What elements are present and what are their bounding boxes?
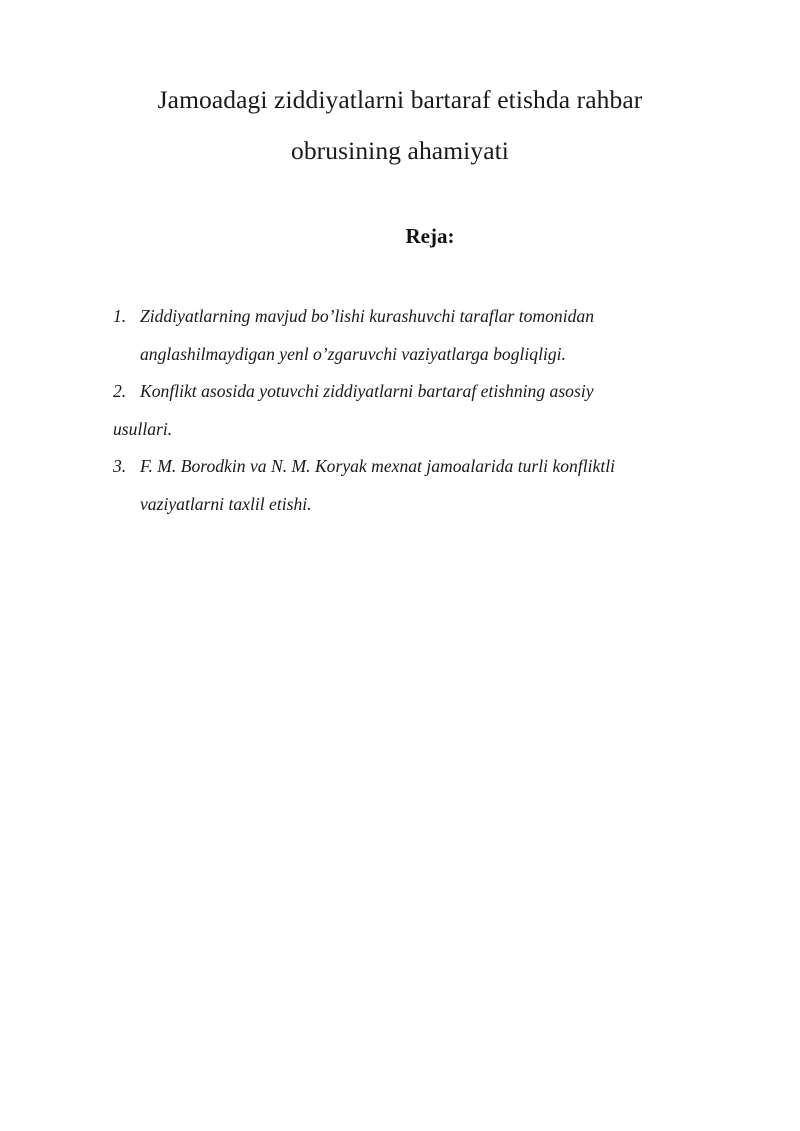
list-item-continuation-line: usullari. xyxy=(113,418,173,439)
list-item-number: 2. xyxy=(113,381,127,401)
list-item-first-line xyxy=(113,448,753,486)
list-item-number: 3. xyxy=(113,456,127,476)
list-item-first-line xyxy=(113,373,753,411)
list-item-first-line xyxy=(113,298,753,336)
plan-list xyxy=(113,298,753,523)
page-title-line-2: obrusining ahamiyati xyxy=(290,136,509,165)
list-item-text: Konflikt asosida yotuvchi ziddiyatlarni bartaraf etishning asosiy xyxy=(140,381,594,401)
list-item xyxy=(113,373,753,448)
list-item-number: 1. xyxy=(113,306,127,326)
list-item-text: F. M. Borodkin va N. M. Koryak mexnat jamoalarida turli konfliktli xyxy=(140,456,615,476)
list-item xyxy=(113,448,753,523)
list-item-text: Ziddiyatlarning mavjud bo’lishi kurashuvchi taraflar tomonidan xyxy=(140,306,595,326)
page-title xyxy=(100,74,700,176)
list-item-continuation-line: anglashilmaydigan yenl o’zgaruvchi vaziyatlarga bogliqligi. xyxy=(140,343,566,364)
list-item-continuation-line: vaziyatlarni taxlil etishi. xyxy=(140,493,312,514)
section-heading-reja: Reja: xyxy=(405,224,455,248)
list-item xyxy=(113,298,753,373)
page-title-line-1: Jamoadagi ziddiyatlarni bartaraf etishda rahbar xyxy=(157,85,643,114)
